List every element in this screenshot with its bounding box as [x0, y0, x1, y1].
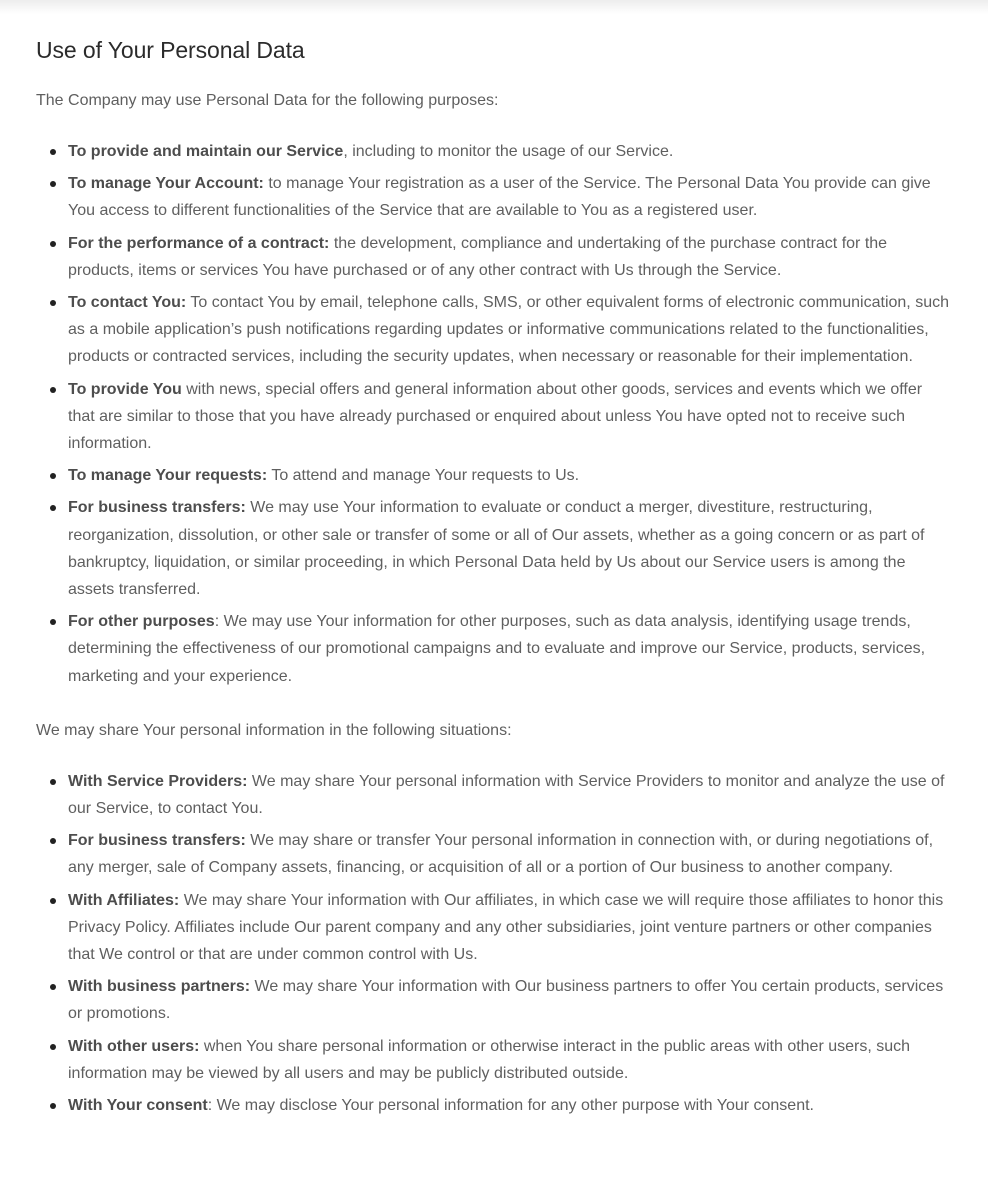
- list-item: [68, 230, 952, 284]
- sharing-list: [36, 768, 952, 1119]
- list-item: [68, 289, 952, 371]
- list-item-text: To contact You by email, telephone calls, SMS, or other equivalent forms of electronic communication, such as a mobile application’s push notifications regarding updates or informative communications related to the functionalities, products or contracted services, including the security updates, when necessary or reasonable for their implementation.: [68, 294, 949, 366]
- list-item-text: : We may use Your information for other purposes, such as data analysis, identifying usage trends, determining the effectiveness of our promotional campaigns and to evaluate and improve our Service, products, services, marketing and your experience.: [68, 613, 926, 685]
- list-item-text: We may share or transfer Your personal information in connection with, or during negotiations of, any merger, sale of Company assets, financing, or acquisition of all or a portion of Our business to another company.: [68, 832, 934, 877]
- policy-section: [36, 33, 952, 1124]
- purposes-list: [36, 138, 952, 690]
- purposes-intro: The Company may use Personal Data for the following purposes:: [36, 92, 499, 109]
- list-item-term: With Service Providers:: [68, 772, 248, 790]
- sharing-intro: We may share Your personal information in the following situations:: [36, 721, 512, 739]
- list-item: [68, 170, 952, 224]
- list-item-term: For the performance of a contract:: [68, 234, 330, 252]
- list-item-term: To manage Your Account:: [68, 175, 264, 193]
- list-item-term: To manage Your requests:: [68, 467, 268, 485]
- list-item: [68, 887, 952, 969]
- list-item-text: , including to monitor the usage of our Service.: [343, 143, 674, 160]
- header-shadow: [0, 0, 988, 14]
- list-item-text: We may share Your personal information with Service Providers to monitor and analyze the use of our Service, to contact You.: [68, 772, 945, 818]
- section-title: Use of Your Personal Data: [36, 37, 305, 63]
- list-item-text: the development, compliance and undertaking of the purchase contract for the products, items or services You have purchased or of any other contract with Us through the Service.: [68, 234, 888, 279]
- list-item-text: We may share Your information with Our affiliates, in which case we will require those affiliates to honor this Privacy Policy. Affiliates include Our parent company and any other subsidiaries, joint venture partners or other companies that We control or that are under common control with Us.: [68, 891, 944, 964]
- list-item-term: With other users:: [68, 1037, 200, 1055]
- list-item: [68, 462, 952, 489]
- list-item-term: With Your consent: [68, 1097, 208, 1115]
- list-item-text: with news, special offers and general information about other goods, services and events which we offer that are similar to those that you have already purchased or enquired about unless You have opted not to receive such information.: [68, 380, 923, 453]
- list-item: [68, 1033, 952, 1087]
- list-item-term: For other purposes: [68, 613, 215, 631]
- list-item-text: : We may disclose Your personal information for any other purpose with Your consent.: [207, 1097, 814, 1115]
- list-item: [68, 138, 952, 165]
- list-item-term: To contact You:: [68, 294, 187, 312]
- list-item: [68, 973, 952, 1027]
- list-item: [68, 1092, 952, 1119]
- list-item-text: We may share Your information with Our business partners to offer You certain products, services or promotions.: [68, 978, 944, 1023]
- list-item-term: To provide You: [68, 380, 182, 398]
- list-item-text: to manage Your registration as a user of the Service. The Personal Data You provide can give You access to different functionalities of the Service that are available to You as a registered user.: [68, 175, 931, 220]
- list-item-term: With business partners:: [68, 978, 251, 996]
- list-item: [68, 827, 952, 881]
- list-item-term: To provide and maintain our Service: [68, 143, 344, 160]
- list-item: [68, 768, 952, 822]
- list-item-text: when You share personal information or otherwise interact in the public areas with other users, such information may be viewed by all users and may be publicly distributed outside.: [68, 1037, 911, 1082]
- list-item-text: We may use Your information to evaluate or conduct a merger, divestiture, restructuring, reorganization, dissolution, or other sale or transfer of some or all of Our assets, whether as a going concern or as part of bankruptcy, liquidation, or similar proceeding, in which Personal Data held by Us about our Service users is among the assets transferred.: [68, 499, 925, 599]
- list-item-term: For business transfers:: [68, 832, 246, 850]
- list-item-text: To attend and manage Your requests to Us.: [267, 467, 580, 485]
- list-item-term: For business transfers:: [68, 499, 246, 517]
- list-item-term: With Affiliates:: [68, 891, 180, 909]
- list-item: [68, 376, 952, 458]
- list-item: [68, 608, 952, 690]
- list-item: [68, 494, 952, 603]
